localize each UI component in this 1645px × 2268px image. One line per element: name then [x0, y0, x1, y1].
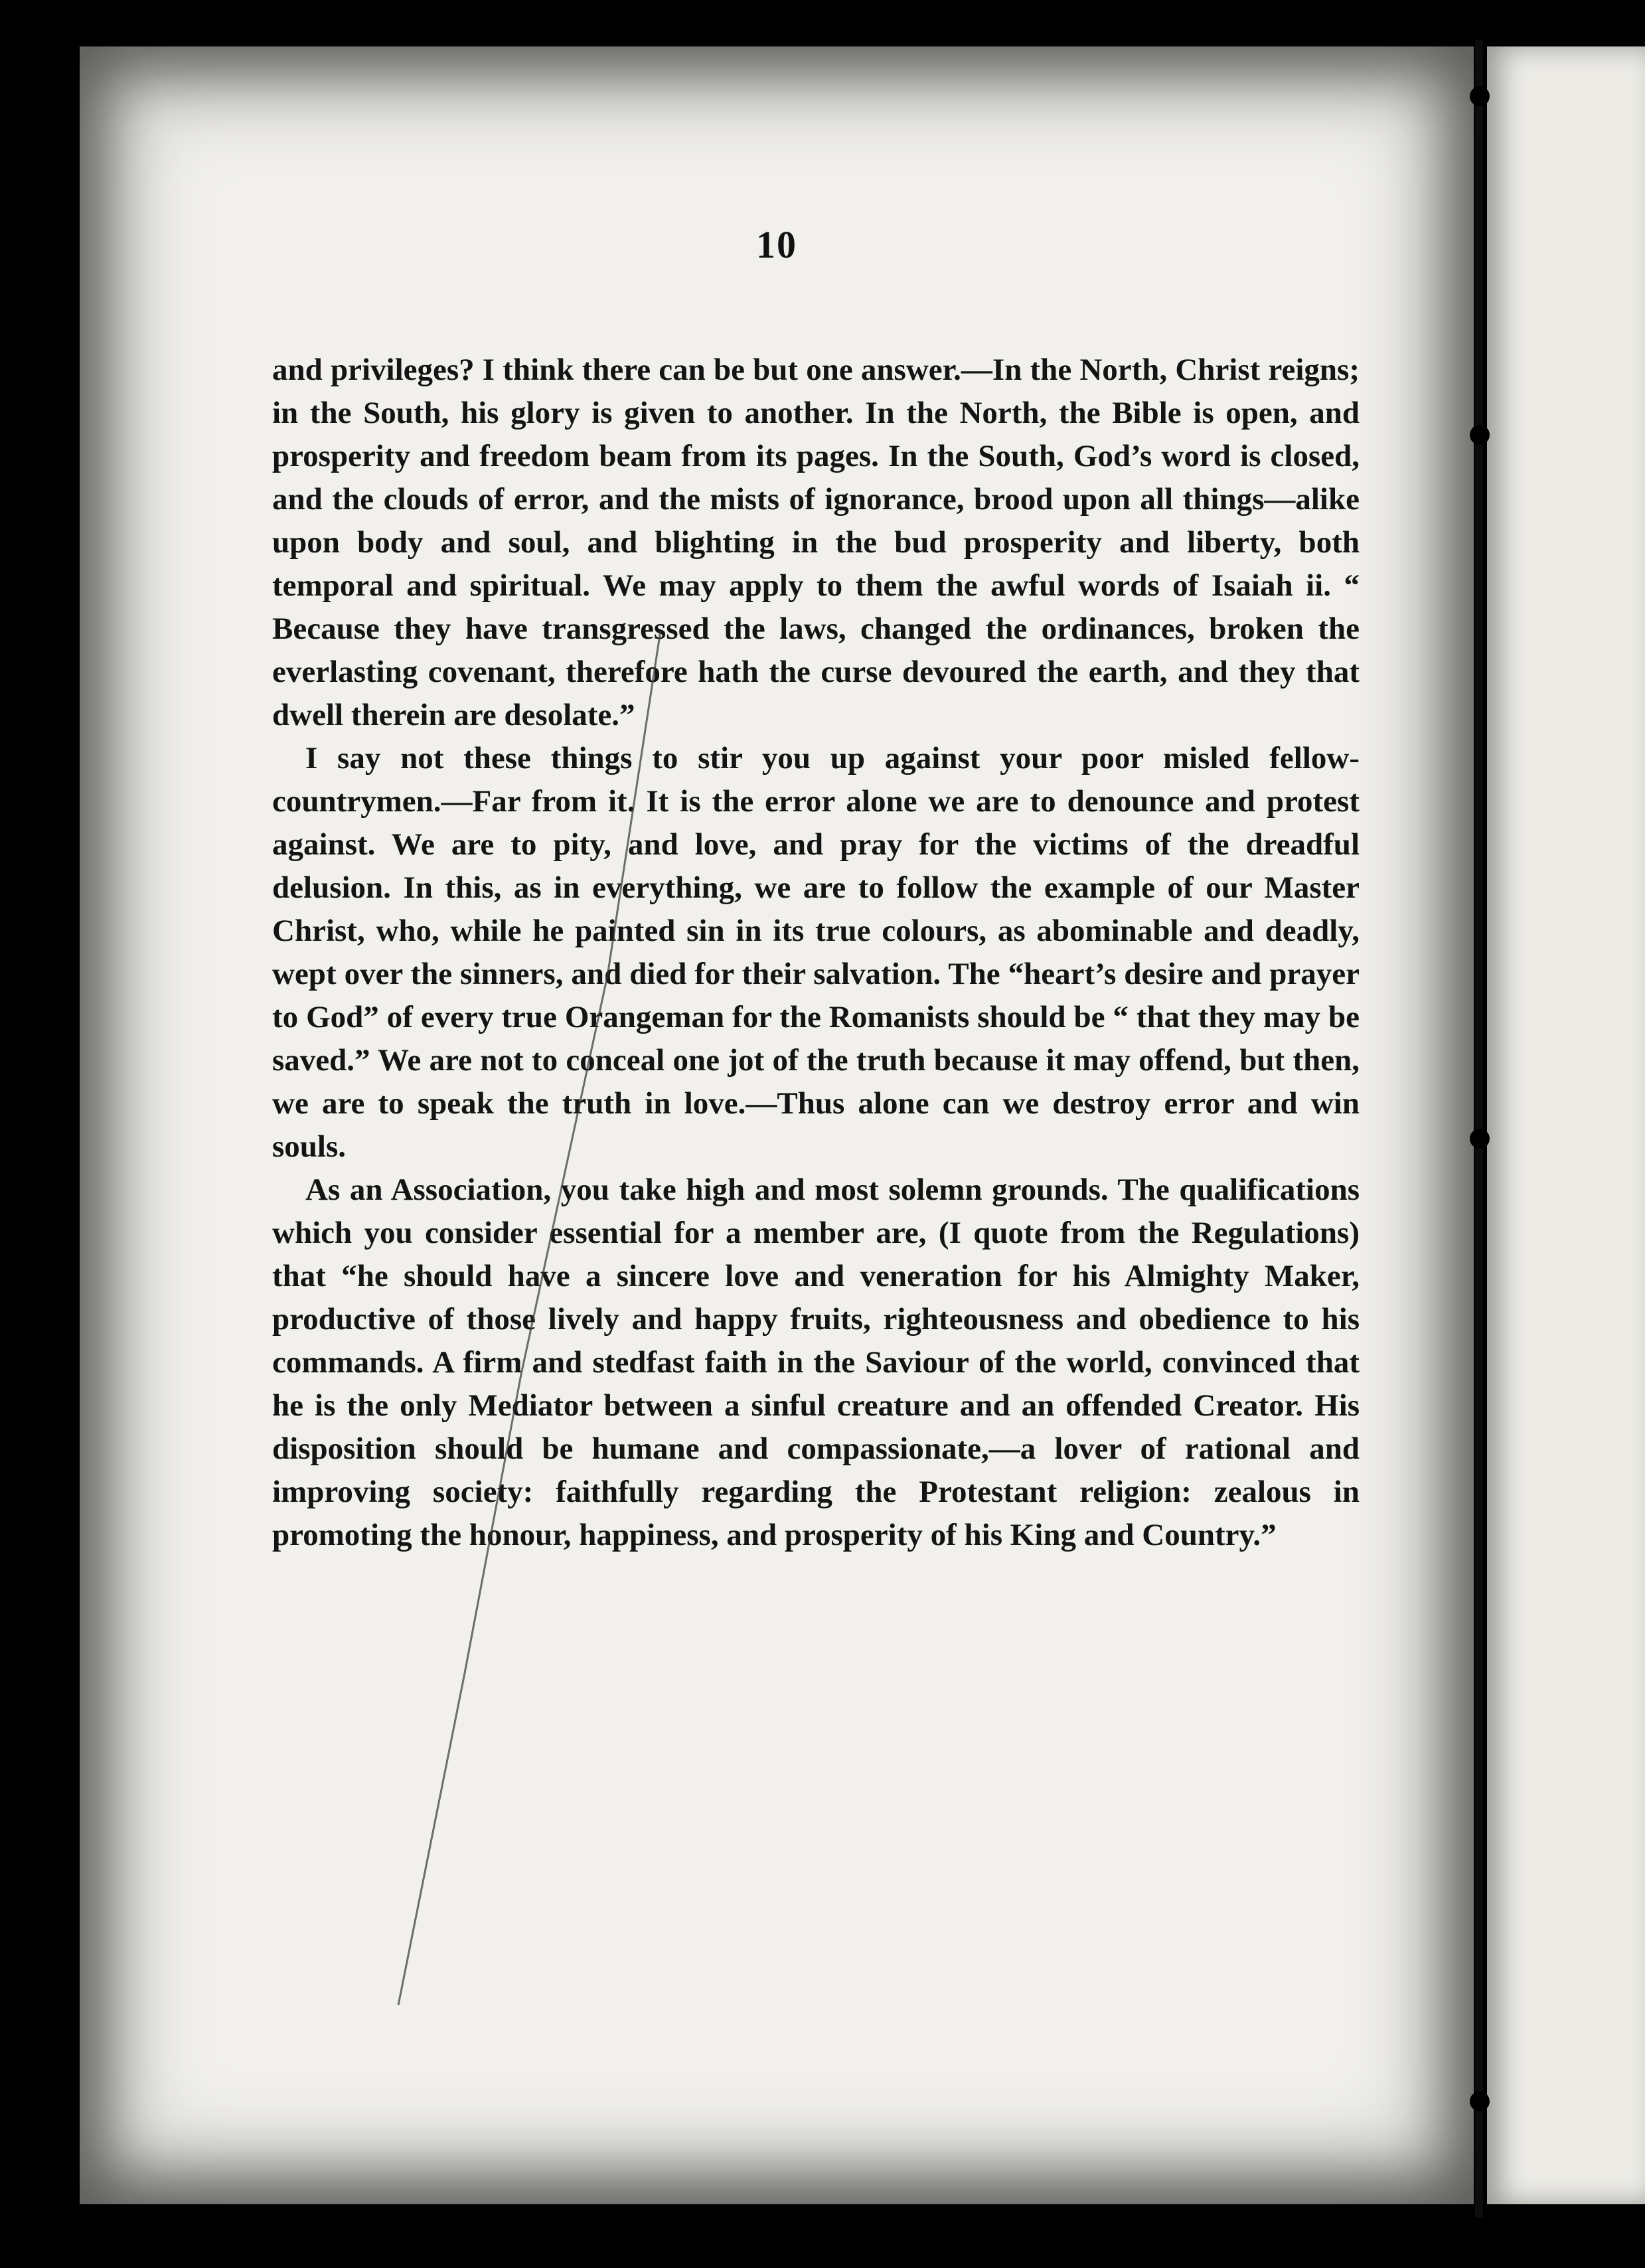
paragraph-3: As an Association, you take high and most solemn grounds. The qualifications which you consider essential for a member are, (I quote from the Regulations) that “he should have a sincere love and veneration for his Almighty Maker, productive of those lively and happy fruits, righteousness and obedience to his commands. A firm and stedfast faith in the Saviour of the world, convinced that he is the only Mediator between a sinful creature and an offended Creator. His disposition should be humane and compassionate,—a lover of rational and improving society: faithfully regarding the Protestant religion: zealous in promoting the honour, happiness, and prosperity of his King and Country.”	[272, 1173, 1360, 1552]
page-body	[272, 349, 1360, 1557]
page-number: 10	[756, 223, 797, 266]
facing-page-edge	[1487, 46, 1645, 2204]
book-page	[80, 46, 1474, 2204]
paragraph-1: and privileges? I think there can be but one answer.—In the North, Christ reigns; in the South, his glory is given to another. In the North, the Bible is open, and prosperity and freedom beam from its pages. In the South, God’s word is closed, and the clouds of error, and the mists of ignorance, brood upon all things—alike upon body and soul, and blighting in the bud prosperity and liberty, both temporal and spiritual. We may apply to them the awful words of Isaiah ii. “ Because they have transgressed the laws, changed the ordinances, broken the everlasting covenant, therefore hath the curse devoured the earth, and they that dwell therein are desolate.”	[272, 353, 1360, 732]
binding-stitch-mark	[1470, 2091, 1490, 2111]
binding-stitch-mark	[1470, 86, 1490, 106]
binding-stitch-mark	[1470, 1129, 1490, 1149]
binding-stitch-mark	[1470, 425, 1490, 445]
paragraph-2: I say not these things to stir you up against your poor misled fellow-countrymen.—Far from it. It is the error alone we are to denounce and protest against. We are to pity, and love, and pray for the victims of the dreadful delusion. In this, as in everything, we are to follow the example of our Master Christ, who, while he painted sin in its true colours, as abominable and deadly, wept over the sinners, and died for their salvation. The “heart’s desire and prayer to God” of every true Orangeman for the Romanists should be “ that they may be saved.” We are not to conceal one jot of the truth because it may offend, but then, we are to speak the truth in love.—Thus alone can we destroy error and win souls.	[272, 741, 1360, 1164]
